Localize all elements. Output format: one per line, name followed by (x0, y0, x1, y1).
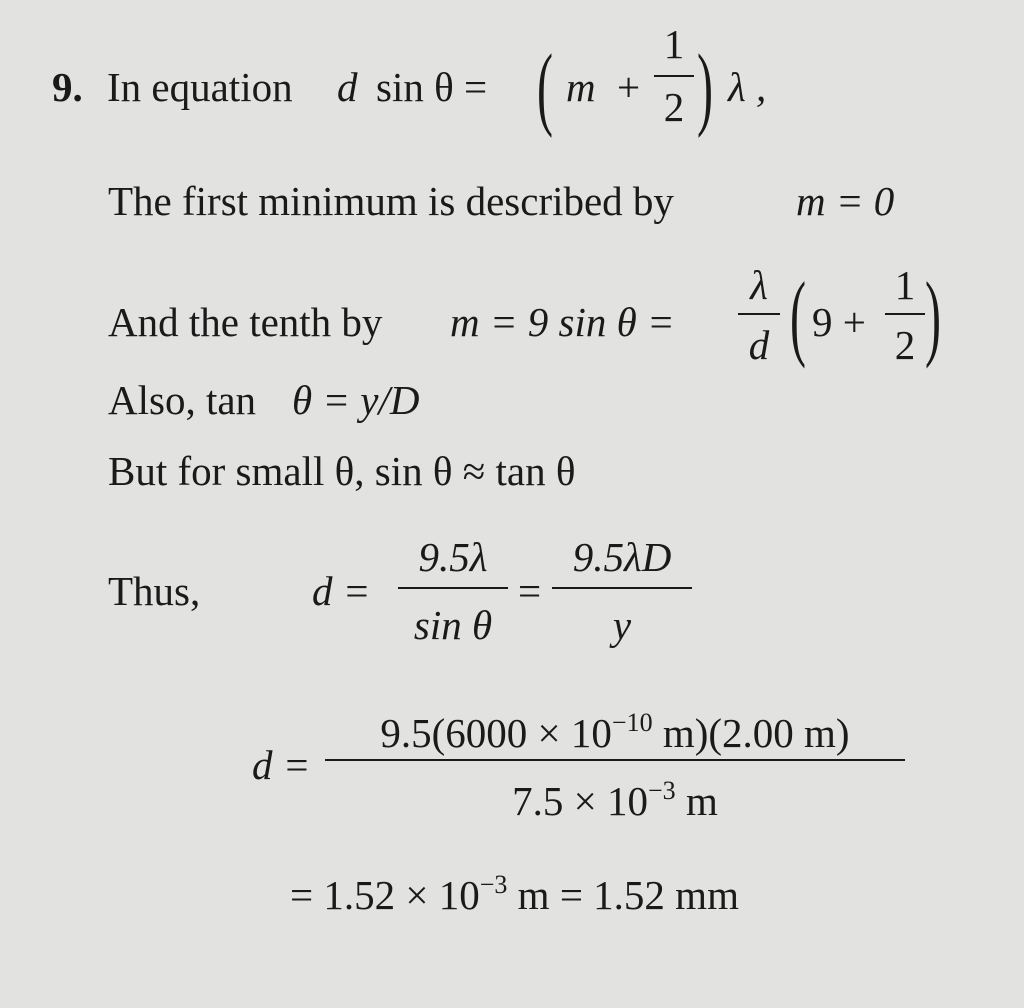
half-fraction (654, 12, 694, 130)
fraction-bar (552, 587, 692, 589)
fraction-bar (398, 587, 508, 589)
numeric-fraction (325, 703, 905, 823)
numerator-tail: m)(2.00 m) (652, 710, 850, 756)
fraction-bar (738, 313, 780, 315)
fraction-denominator (325, 776, 905, 824)
tenth-text: And the tenth by (108, 299, 383, 345)
d-equals: d = (252, 742, 311, 788)
result-tail: m = 1.52 mm (507, 872, 739, 918)
fraction-bar (885, 313, 925, 315)
plus-sign: + (617, 64, 641, 110)
denominator-tail: m (675, 778, 718, 824)
fraction-numerator: 1 (894, 262, 916, 308)
fraction-denominator: sin θ (413, 602, 493, 648)
fraction-numerator: 9.5λ (418, 534, 488, 580)
equals-sign: = (518, 568, 542, 614)
small-angle-text: But for small θ, sin θ ≈ tan θ (108, 448, 576, 494)
fraction-numerator: 9.5λD (572, 534, 672, 580)
nine-plus: 9 + (812, 299, 866, 345)
fraction-9-5-lambda-over-sin (398, 527, 508, 647)
numerator-base: 9.5(6000 × 10 (380, 710, 612, 756)
left-paren: ( (790, 264, 806, 370)
d-equals: d = (312, 568, 371, 614)
denominator-exponent: −3 (648, 776, 676, 805)
fraction-numerator: 1 (663, 21, 685, 67)
denominator-base: 7.5 × 10 (512, 778, 649, 824)
half-fraction (885, 255, 925, 375)
m-equals-zero: m = 0 (796, 178, 895, 224)
fraction-numerator (325, 708, 905, 756)
result-exponent: −3 (479, 870, 508, 899)
intro-text: In equation (107, 64, 293, 110)
var-d: d (337, 64, 358, 110)
problem-number: 9. (52, 64, 83, 110)
fraction-9-5-lambda-D-over-y (552, 527, 692, 647)
fraction-bar (654, 75, 694, 77)
sin-theta-eq: sin θ = (376, 64, 488, 110)
lambda-over-d-fraction (738, 255, 780, 375)
result-base: = 1.52 × 10 (290, 872, 480, 918)
right-paren: ) (697, 36, 713, 140)
fraction-denominator: d (748, 322, 770, 368)
theta-eq-y-over-D: θ = y/D (292, 377, 420, 423)
var-m: m (566, 64, 596, 110)
also-tan-text: Also, tan (108, 377, 257, 423)
result-expression (290, 870, 739, 918)
fraction-numerator: λ (750, 262, 768, 308)
right-paren: ) (925, 264, 941, 370)
fraction-denominator: 2 (894, 322, 916, 368)
fraction-denominator: y (612, 602, 632, 648)
first-minimum-text: The first minimum is described by (108, 178, 674, 224)
lambda-comma: λ , (728, 64, 767, 110)
left-paren: ( (537, 36, 553, 140)
fraction-denominator: 2 (663, 84, 685, 130)
numerator-exponent: −10 (611, 708, 653, 737)
thus-label: Thus, (108, 568, 201, 614)
fraction-bar (325, 759, 905, 761)
m-equals-9-sin-theta: m = 9 sin θ = (450, 299, 675, 345)
